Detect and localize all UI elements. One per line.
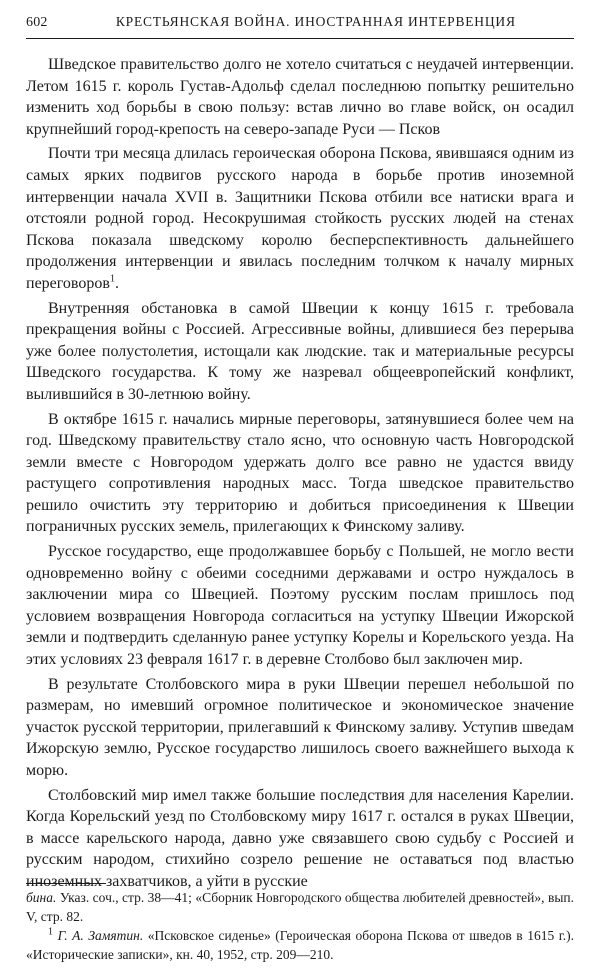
- footnote-rule: [26, 883, 106, 884]
- running-title: КРЕСТЬЯНСКАЯ ВОЙНА. ИНОСТРАННАЯ ИНТЕРВЕНЦИЯ: [115, 14, 516, 29]
- footnote-continued-text: Указ. соч., стр. 38—41; «Сборник Новгородского общества любителей древностей», вып. V, стр. 82.: [26, 890, 574, 924]
- footnote-1: [26, 926, 574, 964]
- footnote-1-author: Г. А. Замятин.: [57, 928, 144, 943]
- paragraph-6: В результате Столбовского мира в руки Швеции перешел небольшой по размерам, но имевший огромное политическое и экономическое значение участок русской территории, прилегавший к Финскому заливу. Уступив шведам Ижорскую землю, Русское государство лишилось своего важнейшего выхода к морю.: [26, 675, 574, 779]
- footnote-continued-author: бина.: [26, 890, 57, 905]
- paragraph-7: Столбовский мир имел также большие последствия для населения Карелии. Когда Корельский уезд по Столбовскому миру 1617 г. остался в руках Швеции, в массе карельского народа, давно уже связавшего свою судьбу с Россией и русским народом, стихийно созрело решение не оставаться под властью иноземных захватчиков, а уйти в русские: [26, 786, 574, 890]
- paragraph-1: Шведское правительство долго не хотело считаться с неудачей интервенции. Летом 1615 г. король Густав-Адольф сделал последнюю попытку решительно изменить ход борьбы в свою пользу: встав лично во главе войск, он осадил крупнейший город-крепость на северо-западе Руси — Псков: [26, 56, 574, 138]
- footnote-reference[interactable]: 1: [109, 273, 115, 285]
- footnotes: [26, 888, 574, 964]
- paragraph-4: В октябре 1615 г. начались мирные переговоры, затянувшиеся более чем на год. Шведскому правительству стало ясно, что основную часть Новгородской земли вместе с Новгородом удержать долго все равно не удастся ввиду растущего сопротивления народных масс. Тогда шведское правительство решило очистить эту территорию и добиться присоединения к Швеции пограничных русских земель, прилегающих к Финскому заливу.: [26, 410, 574, 536]
- footnote-continued: [26, 888, 574, 926]
- paragraph-3: Внутренняя обстановка в самой Швеции к концу 1615 г. требовала прекращения войны с Россией. Агрессивные войны, длившиеся без перерыва уже более полустолетия, истощали как людские. так и материальные ресурсы Шведского государства. К тому же назревал общеевропейский конфликт, вылившийся в 30-летнюю войну.: [26, 299, 574, 403]
- paragraph-5: Русское государство, еще продолжавшее борьбу с Польшей, не могло вести одновременно войну с обеими соседними державами и остро нуждалось в заключении мира со Швецией. Поэтому русским послам пришлось под условием возвращения Новгорода согласиться на уступку Швеции Ижорской земли и подтвердить сделанную ранее уступку Корелы и Корельского уезда. На этих условиях 23 февраля 1617 г. в деревне Столбово был заключен мир.: [26, 543, 574, 669]
- page-number: 602: [26, 15, 48, 30]
- paragraph-2-text: Почти три месяца длилась героическая оборона Пскова, явившаяся одним из самых ярких подвигов русского народа в борьбе против иноземной интервенции начала XVII в. Защитники Пскова отбили все натиски врага и отстояли родной город. Несокрушимая стойкость русских людей на стенах Пскова показала шведскому королю бесперспективность дальнейшего продолжения интервенции и явилась последним толчком к началу мирных переговоров: [26, 145, 574, 292]
- footnote-1-text: «Псковское сиденье» (Героическая оборона Пскова от шведов в 1615 г.). «Исторические записки», кн. 40, 1952, стр. 209—210.: [26, 928, 575, 962]
- main-text: [26, 54, 574, 896]
- page-header: [26, 14, 574, 31]
- header-rule: [26, 38, 574, 39]
- footnote-1-marker: 1: [48, 926, 53, 938]
- paragraph-2: Почти три месяца длилась героическая оборона Пскова, явившаяся одним из самых ярких подвигов русского народа в борьбе против иноземной интервенции начала XVII в. Защитники Пскова отбили все натиски врага и отстояли родной город. Несокрушимая стойкость русских людей на стенах Пскова показала шведскому королю бесперспективность дальнейшего продолжения интервенции и явилась последним толчком к началу мирных переговоров$^1$.: [26, 145, 574, 292]
